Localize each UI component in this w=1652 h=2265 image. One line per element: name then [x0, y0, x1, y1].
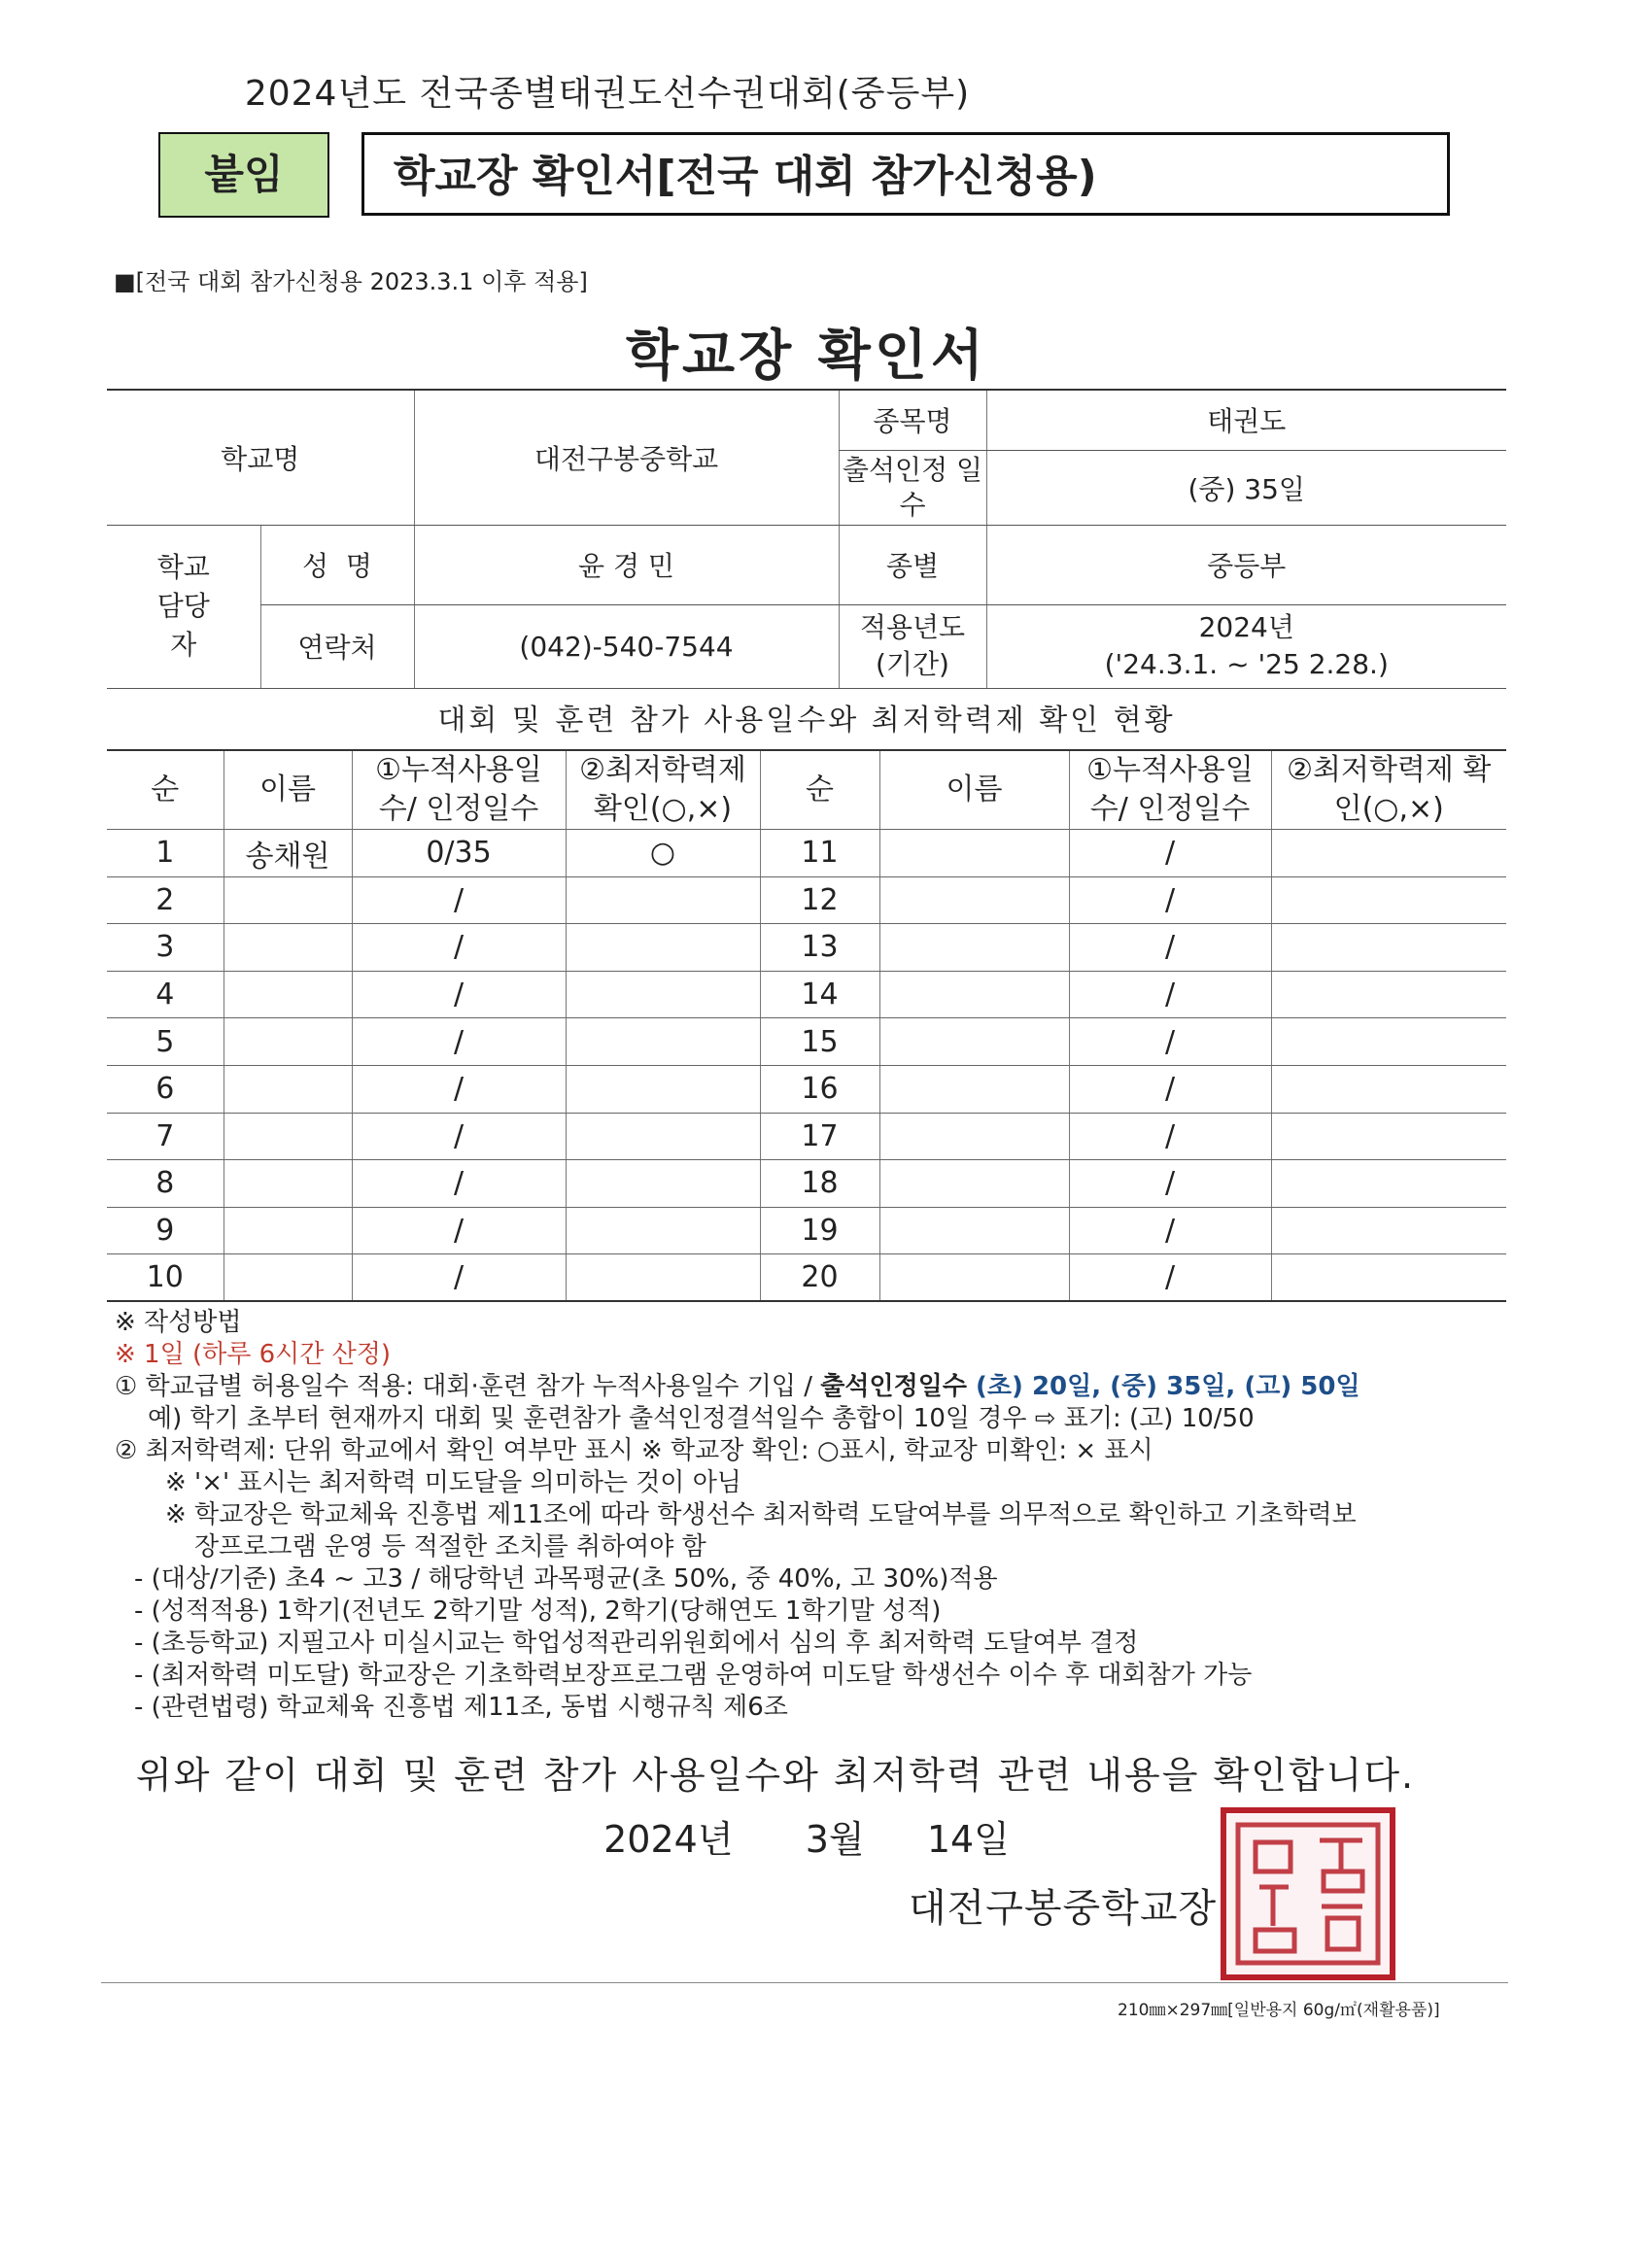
cell-check	[566, 1065, 760, 1113]
cell-name	[224, 971, 352, 1018]
cell-no2: 12	[760, 876, 879, 924]
cell-no: 7	[107, 1113, 224, 1160]
cell-name	[224, 1160, 352, 1208]
confirm-statement: 위와 같이 대회 및 훈련 참가 사용일수와 최저학력 관련 내용을 확인합니다.	[136, 1754, 1416, 1797]
cell-check2	[1271, 971, 1506, 1018]
table-row	[107, 1254, 1506, 1302]
method-note: ※ 1일 (하루 6시간 산정)	[115, 1340, 392, 1369]
contact-label: 연락처	[260, 604, 414, 688]
cell-check2	[1271, 876, 1506, 924]
col-no: 순	[107, 750, 224, 830]
cell-name	[224, 1113, 352, 1160]
cell-no2: 17	[760, 1113, 879, 1160]
cell-days2: /	[1069, 1160, 1271, 1208]
cell-check2	[1271, 1065, 1506, 1113]
cell-days: /	[352, 1207, 566, 1254]
event-title: 2024년도 전국종별태권도선수권대회(중등부)	[244, 74, 971, 114]
manager-label: 학교 담당자	[107, 525, 260, 688]
table-row	[107, 1113, 1506, 1160]
method-bullet: - (성적적용) 1학기(전년도 2학기말 성적), 2학기(당해연도 1학기말 성적)	[134, 1596, 942, 1626]
doc-box-title: 학교장 확인서[전국 대회 참가신청용)	[361, 132, 1450, 216]
method-line1-text: ① 학교급별 허용일수 적용: 대회·훈련 참가 누적사용일수 기입 /	[115, 1372, 821, 1401]
divider	[101, 1982, 1508, 1983]
cell-name2	[879, 1207, 1069, 1254]
method-bullet: - (최저학력 미도달) 학교장은 기초학력보장프로그램 운영하여 미도달 학생선수 이수 후 대회참가 가능	[134, 1661, 1253, 1690]
cell-no: 5	[107, 1018, 224, 1066]
period-value: ('24.3.1. ~ '25 2.28.)	[1104, 648, 1389, 680]
cell-check2	[1271, 830, 1506, 877]
method-bullet: - (관련법령) 학교체육 진흥법 제11조, 동법 시행규칙 제6조	[134, 1693, 788, 1722]
method-line3: ※ '×' 표시는 최저학력 미도달을 의미하는 것이 아님	[165, 1468, 741, 1497]
contact-value: (042)-540-7544	[414, 604, 839, 688]
col-check: ②최저학력제 확인(○,×)	[1271, 750, 1506, 830]
cell-no: 1	[107, 830, 224, 877]
table-row	[107, 971, 1506, 1018]
cell-days2: /	[1069, 830, 1271, 877]
cell-name2	[879, 1160, 1069, 1208]
method-line4b: 장프로그램 운영 등 적절한 조치를 취하여야 함	[194, 1532, 706, 1561]
cell-days: /	[352, 876, 566, 924]
year-label: 적용년도 (기간)	[839, 604, 986, 688]
cell-check	[566, 1207, 760, 1254]
cell-days2: /	[1069, 1254, 1271, 1302]
name-label: 성 명	[260, 525, 414, 604]
cell-no2: 18	[760, 1160, 879, 1208]
cell-name2	[879, 1113, 1069, 1160]
cell-days: /	[352, 971, 566, 1018]
name-value: 윤 경 민	[414, 525, 839, 604]
cell-check2	[1271, 924, 1506, 972]
cell-no: 9	[107, 1207, 224, 1254]
cell-check2	[1271, 1160, 1506, 1208]
cell-days2: /	[1069, 1207, 1271, 1254]
cell-days: /	[352, 1254, 566, 1302]
table-row	[107, 1065, 1506, 1113]
apply-note: ■[전국 대회 참가신청용 2023.3.1 이후 적용]	[114, 268, 588, 295]
cell-days: /	[352, 1065, 566, 1113]
cell-no2: 13	[760, 924, 879, 972]
col-name: 이름	[224, 750, 352, 830]
event-value: 태권도	[986, 390, 1506, 450]
cell-check	[566, 1018, 760, 1066]
page-title: 학교장 확인서	[625, 325, 988, 388]
cell-name	[224, 1065, 352, 1113]
cell-days2: /	[1069, 1018, 1271, 1066]
cell-days2: /	[1069, 924, 1271, 972]
cell-days: /	[352, 1018, 566, 1066]
method-bullet: - (초등학교) 지필고사 미실시교는 학업성적관리위원회에서 심의 후 최저학력 도달여부 결정	[134, 1629, 1139, 1658]
cell-check: ○	[566, 830, 760, 877]
seal-icon	[1226, 1813, 1390, 1974]
col-no: 순	[760, 750, 879, 830]
col-days: ①누적사용일수/ 인정일수	[1069, 750, 1271, 830]
paper-footnote: 210㎜×297㎜[일반용지 60g/㎡(재활용품)]	[1118, 2001, 1440, 2020]
cell-check2	[1271, 1254, 1506, 1302]
col-check: ②최저학력제 확인(○,×)	[566, 750, 760, 830]
cell-check2	[1271, 1018, 1506, 1066]
method-bullet: - (대상/기준) 초4 ~ 고3 / 해당학년 과목평균(초 50%, 중 40%, 고 30%)적용	[134, 1564, 998, 1594]
cell-days: 0/35	[352, 830, 566, 877]
cell-name: 송채원	[224, 830, 352, 877]
cell-check2	[1271, 1113, 1506, 1160]
cell-no: 2	[107, 876, 224, 924]
cell-no2: 20	[760, 1254, 879, 1302]
cell-days2: /	[1069, 1065, 1271, 1113]
date-month: 3월	[805, 1818, 865, 1861]
cell-days2: /	[1069, 1113, 1271, 1160]
method-title: ※ 작성방법	[115, 1308, 242, 1337]
date-day: 14일	[926, 1818, 1010, 1861]
table-row	[107, 1207, 1506, 1254]
method-example: 예) 학기 초부터 현재까지 대회 및 훈련참가 출석인정결석일수 총합이 10일 경우 ⇨ 표기: (고) 10/50	[148, 1404, 1255, 1433]
method-line4a: ※ 학교장은 학교체육 진흥법 제11조에 따라 학생선수 최저학력 도달여부를 의무적으로 확인하고 기초학력보	[165, 1500, 1357, 1529]
method-line2: ② 최저학력제: 단위 학교에서 확인 여부만 표시 ※ 학교장 확인: ○표시, 학교장 미확인: × 표시	[115, 1436, 1153, 1465]
year-value: 2024년	[1198, 611, 1294, 643]
cell-name	[224, 924, 352, 972]
table-row	[107, 876, 1506, 924]
attend-value: (중) 35일	[986, 450, 1506, 525]
school-seal	[1221, 1807, 1395, 1980]
cell-no2: 11	[760, 830, 879, 877]
cell-check	[566, 1160, 760, 1208]
cell-days2: /	[1069, 876, 1271, 924]
writing-method	[115, 1307, 1533, 1724]
attend-label: 출석인정 일수	[839, 450, 986, 525]
cell-check	[566, 1113, 760, 1160]
year-cell	[986, 604, 1506, 688]
cell-no2: 14	[760, 971, 879, 1018]
cell-no: 4	[107, 971, 224, 1018]
school-label: 학교명	[107, 390, 414, 525]
cell-check	[566, 924, 760, 972]
cell-days: /	[352, 1113, 566, 1160]
col-days: ①누적사용일수/ 인정일수	[352, 750, 566, 830]
cell-check2	[1271, 1207, 1506, 1254]
cell-name	[224, 876, 352, 924]
cell-no: 10	[107, 1254, 224, 1302]
division-value: 중등부	[986, 525, 1506, 604]
status-heading: 대회 및 훈련 참가 사용일수와 최저학력제 확인 현황	[437, 704, 1176, 738]
cell-no2: 16	[760, 1065, 879, 1113]
cell-name2	[879, 1018, 1069, 1066]
date-year: 2024년	[603, 1818, 734, 1861]
school-name: 대전구봉중학교	[414, 390, 839, 525]
cell-name2	[879, 1065, 1069, 1113]
table-row	[107, 1018, 1506, 1066]
cell-name	[224, 1018, 352, 1066]
cell-check	[566, 1254, 760, 1302]
method-line1-bold: 출석인정일수	[820, 1372, 967, 1401]
event-label: 종목명	[839, 390, 986, 450]
cell-no: 3	[107, 924, 224, 972]
cell-name	[224, 1254, 352, 1302]
cell-no2: 15	[760, 1018, 879, 1066]
cell-name2	[879, 876, 1069, 924]
info-table	[107, 389, 1506, 689]
signer-name: 대전구봉중학교장	[909, 1886, 1218, 1931]
table-row	[107, 924, 1506, 972]
cell-check	[566, 971, 760, 1018]
cell-no: 8	[107, 1160, 224, 1208]
status-table	[107, 749, 1506, 1302]
cell-name2	[879, 971, 1069, 1018]
col-name: 이름	[879, 750, 1069, 830]
cell-name2	[879, 924, 1069, 972]
division-label: 종별	[839, 525, 986, 604]
attach-label: 붙임	[158, 132, 329, 218]
cell-name	[224, 1207, 352, 1254]
cell-days2: /	[1069, 971, 1271, 1018]
cell-no: 6	[107, 1065, 224, 1113]
cell-days: /	[352, 924, 566, 972]
cell-no2: 19	[760, 1207, 879, 1254]
table-row	[107, 830, 1506, 877]
method-line1-blue: (초) 20일, (중) 35일, (고) 50일	[966, 1372, 1360, 1401]
cell-check	[566, 876, 760, 924]
table-row	[107, 1160, 1506, 1208]
method-line1	[115, 1371, 1533, 1403]
cell-name2	[879, 1254, 1069, 1302]
cell-name2	[879, 830, 1069, 877]
cell-days: /	[352, 1160, 566, 1208]
